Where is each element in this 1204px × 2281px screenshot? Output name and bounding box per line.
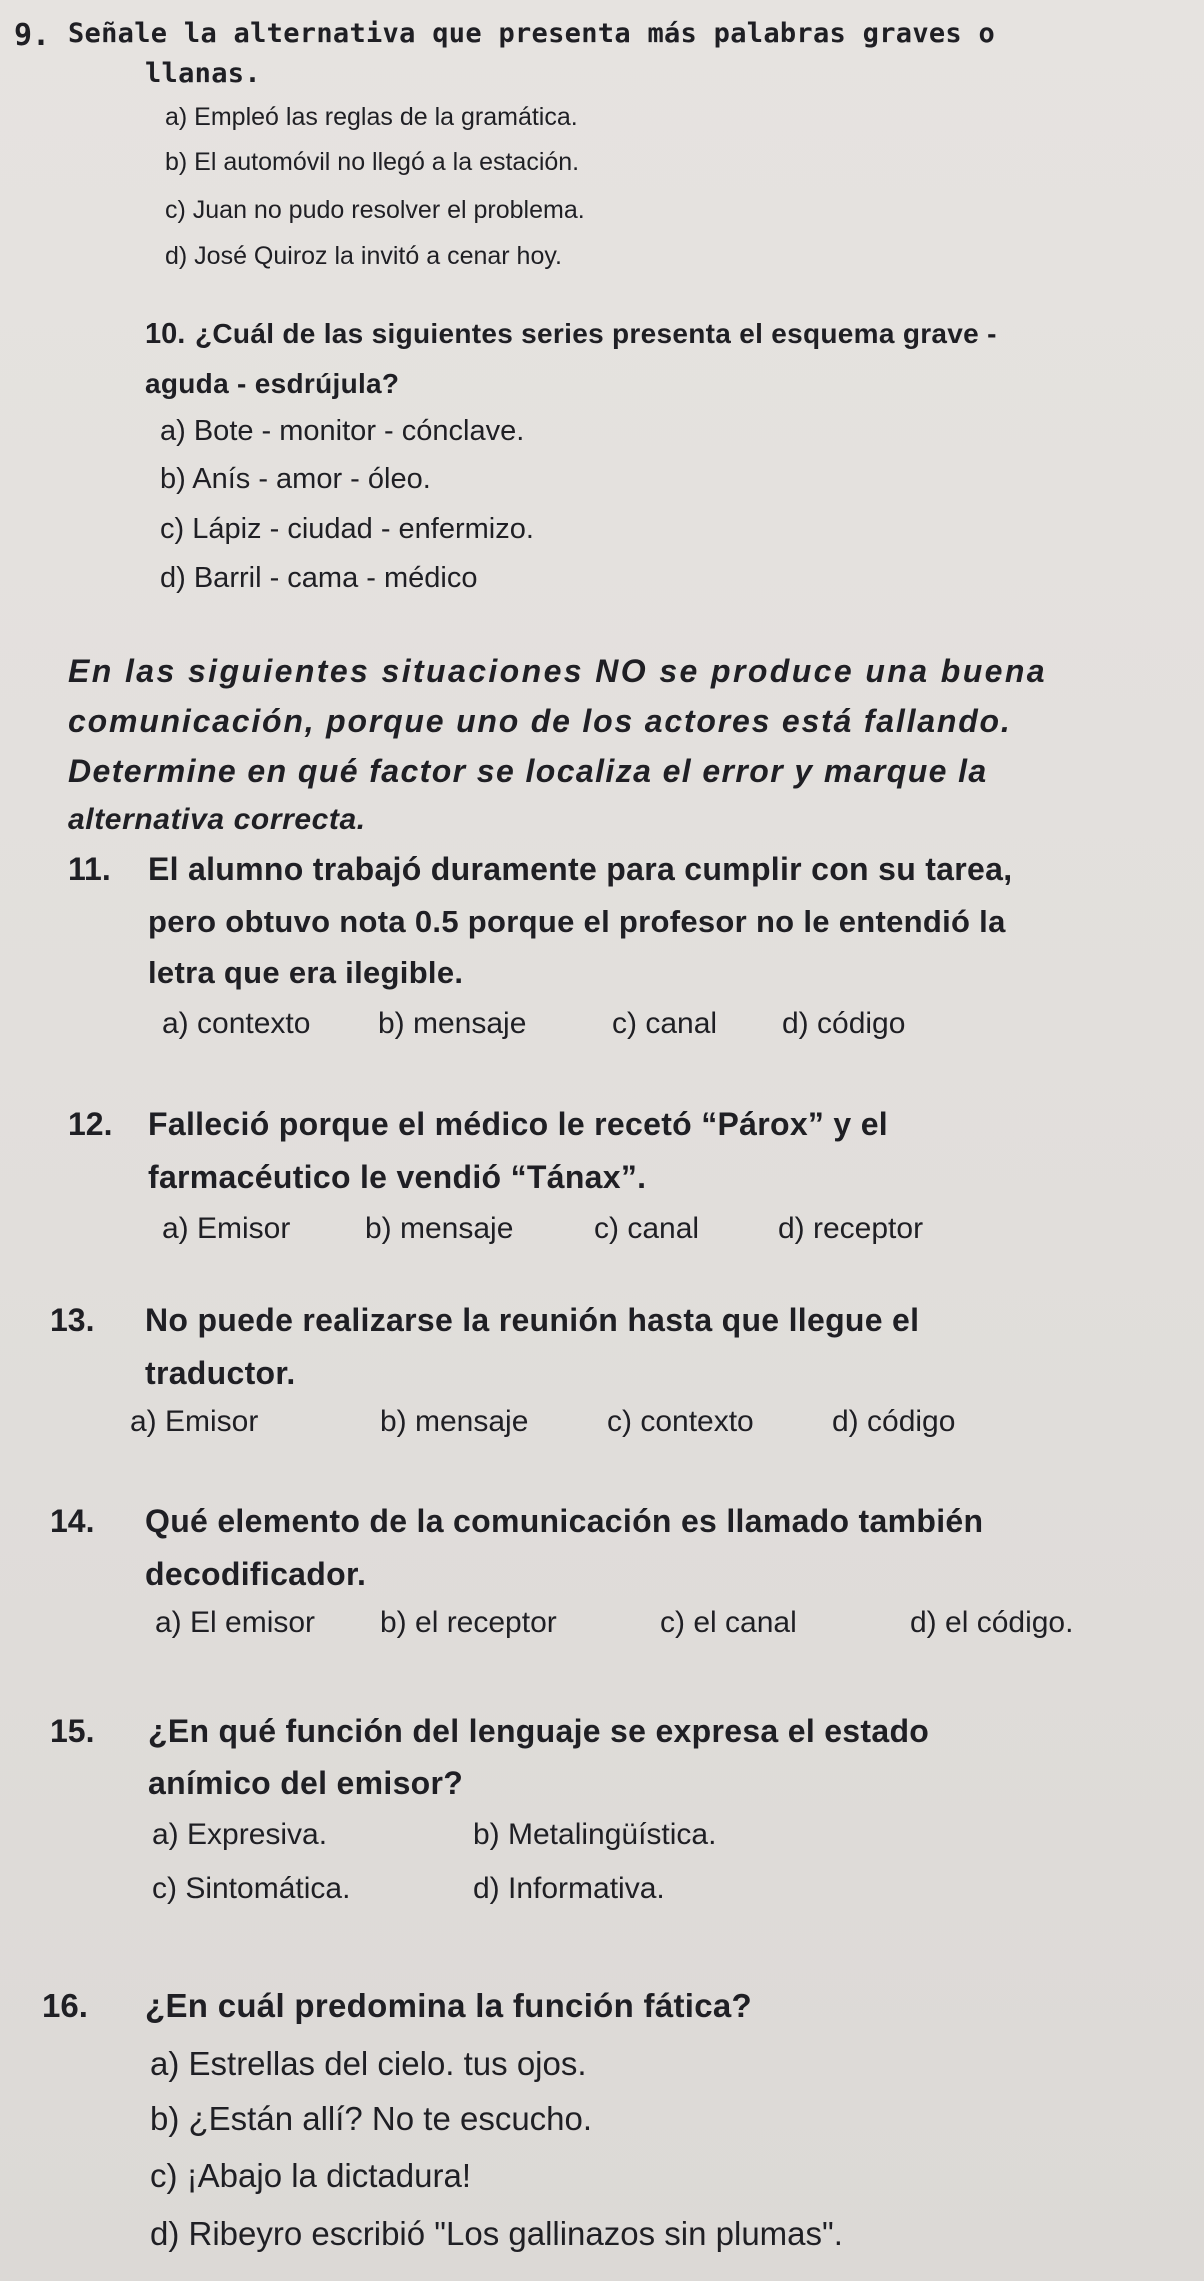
option-a[interactable]: a) Empleó las reglas de la gramática. (165, 103, 578, 131)
option-a[interactable]: a) Emisor (162, 1212, 291, 1245)
question-number: 16. (42, 1987, 88, 2024)
question-number: 12. (68, 1106, 113, 1142)
option-c[interactable]: c) Lápiz - ciudad - enfermizo. (160, 513, 534, 545)
question-number: 15. (50, 1713, 95, 1749)
option-a[interactable]: a) Emisor (130, 1405, 259, 1438)
option-a[interactable]: a) Bote - monitor - cónclave. (160, 415, 525, 447)
question-number: 13. (50, 1302, 95, 1338)
option-c[interactable]: c) canal (612, 1007, 718, 1040)
question-text: aguda - esdrújula? (145, 368, 400, 399)
option-a[interactable]: a) Expresiva. (152, 1818, 328, 1851)
instructions-text: En las siguientes situaciones NO se produce una buena (68, 653, 1047, 689)
option-d[interactable]: d) Barril - cama - médico (160, 562, 478, 594)
option-b[interactable]: b) El automóvil no llegó a la estación. (165, 148, 580, 176)
option-b[interactable]: b) ¿Están allí? No te escucho. (150, 2100, 593, 2137)
question-text: decodificador. (145, 1556, 367, 1592)
option-b[interactable]: b) mensaje (380, 1405, 529, 1438)
question-number: 14. (50, 1503, 95, 1539)
option-b[interactable]: b) mensaje (365, 1212, 514, 1245)
option-c[interactable]: c) canal (594, 1212, 700, 1245)
question-text: llanas. (145, 58, 261, 89)
option-b[interactable]: b) Metalingüística. (473, 1818, 717, 1851)
option-a[interactable]: a) contexto (162, 1007, 311, 1040)
question-number: 9. (14, 18, 51, 53)
option-d[interactable]: d) código (832, 1405, 956, 1438)
option-d[interactable]: d) receptor (778, 1212, 924, 1245)
question-text: ¿En qué función del lenguaje se expresa el estado (148, 1713, 930, 1749)
question-text: pero obtuvo nota 0.5 porque el profesor no le entendió la (148, 904, 1006, 939)
option-a[interactable]: a) Estrellas del cielo. tus ojos. (150, 2045, 587, 2082)
option-c[interactable]: c) Juan no pudo resolver el problema. (165, 196, 585, 224)
question-number: 11. (68, 851, 111, 887)
question-text: ¿Cuál de las siguientes series presenta el esquema grave - (195, 318, 997, 349)
option-d[interactable]: d) Informativa. (473, 1872, 665, 1905)
option-d[interactable]: d) Ribeyro escribió "Los gallinazos sin plumas". (150, 2215, 843, 2252)
question-text: Falleció porque el médico le recetó “Párox” y el (148, 1106, 888, 1142)
question-text: farmacéutico le vendió “Tánax”. (148, 1159, 647, 1195)
option-c[interactable]: c) ¡Abajo la dictadura! (150, 2157, 471, 2194)
option-c[interactable]: c) contexto (607, 1405, 754, 1438)
question-text: Señale la alternativa que presenta más palabras graves o (68, 18, 996, 49)
option-b[interactable]: b) Anís - amor - óleo. (160, 463, 431, 495)
option-b[interactable]: b) el receptor (380, 1606, 557, 1639)
question-text: No puede realizarse la reunión hasta que llegue el (145, 1302, 920, 1338)
instructions-text: alternativa correcta. (68, 803, 366, 836)
option-a[interactable]: a) El emisor (155, 1606, 316, 1639)
option-d[interactable]: d) código (782, 1007, 906, 1040)
question-text: ¿En cuál predomina la función fática? (145, 1987, 753, 2024)
question-text: anímico del emisor? (148, 1765, 464, 1801)
question-text: traductor. (145, 1355, 296, 1391)
option-c[interactable]: c) Sintomática. (152, 1872, 351, 1905)
instructions-text: Determine en qué factor se localiza el error y marque la (68, 753, 988, 789)
question-number: 10. (145, 318, 186, 350)
question-text: Qué elemento de la comunicación es llamado también (145, 1503, 984, 1539)
question-text: letra que era ilegible. (148, 955, 464, 990)
option-b[interactable]: b) mensaje (378, 1007, 527, 1040)
option-d[interactable]: d) José Quiroz la invitó a cenar hoy. (165, 242, 562, 270)
option-c[interactable]: c) el canal (660, 1606, 797, 1639)
option-d[interactable]: d) el código. (910, 1606, 1074, 1639)
instructions-text: comunicación, porque uno de los actores está fallando. (68, 703, 1012, 739)
question-text: El alumno trabajó duramente para cumplir con su tarea, (148, 851, 1013, 887)
